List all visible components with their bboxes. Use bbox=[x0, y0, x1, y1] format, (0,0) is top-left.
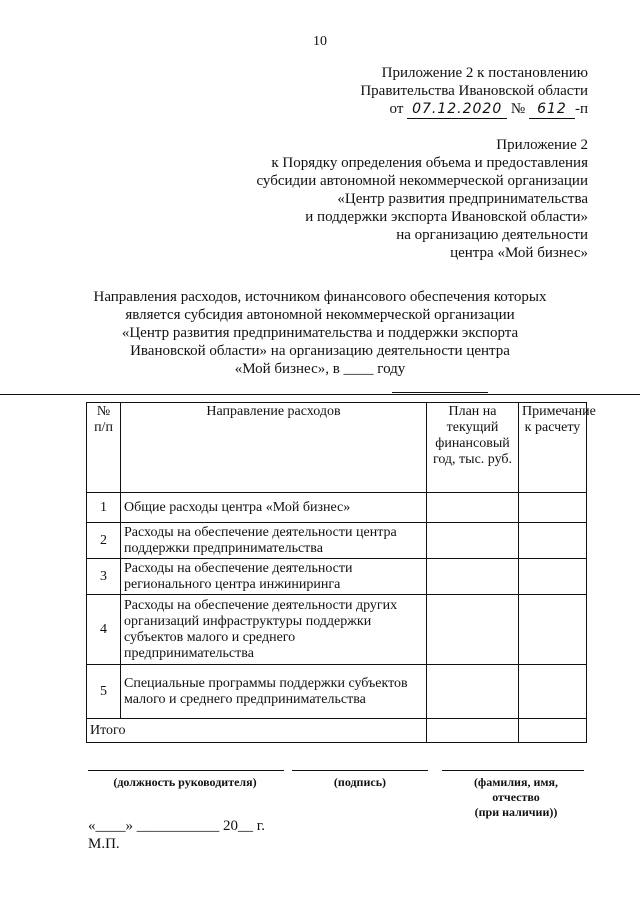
header-direction: Направление расходов bbox=[121, 403, 427, 493]
document-title-line: Ивановской области» на организацию деятельности центра bbox=[130, 343, 510, 359]
signature-label: (подпись) bbox=[333, 775, 387, 789]
document-title-line: «Мой бизнес», в ____ году bbox=[234, 361, 406, 377]
year-prefix: 20__ bbox=[223, 818, 253, 834]
number-suffix: -п bbox=[574, 101, 588, 117]
table-row bbox=[87, 595, 587, 665]
document-title-line: является субсидия автономной некоммерческой организации bbox=[125, 307, 515, 323]
header-plan: План на текущий финансовый год, тыс. руб. bbox=[427, 403, 519, 493]
divider-full bbox=[0, 394, 640, 395]
document-title-line: «Центр развития предпринимательства и поддержки экспорта bbox=[121, 325, 519, 341]
header-note: Примечание к расчету bbox=[519, 403, 587, 493]
row-num: 4 bbox=[87, 595, 121, 665]
position-label: (должность руководителя) bbox=[113, 775, 257, 789]
row-note bbox=[519, 595, 587, 665]
row-direction: Расходы на обеспечение деятельности других организаций инфраструктуры поддержки субъектов малого и среднего предпринимательства bbox=[121, 595, 427, 665]
row-direction: Расходы на обеспечение деятельности центра поддержки предпринимательства bbox=[121, 523, 427, 559]
total-note bbox=[519, 719, 587, 743]
appendix-sub-line: и поддержки экспорта Ивановской области» bbox=[305, 209, 588, 225]
appendix-sub-line: к Порядку определения объема и предоставления bbox=[271, 155, 588, 171]
total-label: Итого bbox=[87, 719, 427, 743]
row-direction: Общие расходы центра «Мой бизнес» bbox=[121, 493, 427, 523]
expenses-table bbox=[86, 402, 596, 743]
row-plan bbox=[427, 493, 519, 523]
row-plan bbox=[427, 595, 519, 665]
page-number: 10 bbox=[313, 34, 327, 49]
appendix-header-line1: Приложение 2 к постановлению bbox=[381, 65, 588, 81]
row-plan bbox=[427, 665, 519, 719]
header-num: № п/п bbox=[87, 403, 121, 493]
document-title bbox=[60, 288, 580, 378]
position-line bbox=[88, 770, 284, 771]
row-direction: Специальные программы поддержки субъектов малого и среднего предпринимательства bbox=[121, 665, 427, 719]
row-direction: Расходы на обеспечение деятельности регионального центра инжиниринга bbox=[121, 559, 427, 595]
appendix-date-line bbox=[360, 100, 588, 119]
name-line bbox=[442, 770, 584, 771]
handwritten-date: 07.12.2020 bbox=[407, 100, 507, 119]
blank-month: ___________ bbox=[136, 818, 220, 834]
stamp-label: М.П. bbox=[88, 836, 120, 852]
divider-short bbox=[392, 392, 488, 393]
total-plan bbox=[427, 719, 519, 743]
year-suffix: г. bbox=[256, 818, 265, 834]
row-num: 5 bbox=[87, 665, 121, 719]
table-row bbox=[87, 665, 587, 719]
open-quote: « bbox=[88, 818, 96, 834]
table-row bbox=[87, 523, 587, 559]
row-num: 1 bbox=[87, 493, 121, 523]
signature-line bbox=[292, 770, 428, 771]
row-plan bbox=[427, 523, 519, 559]
name-label-line: отчество bbox=[492, 790, 540, 804]
table-row bbox=[87, 559, 587, 595]
row-num: 3 bbox=[87, 559, 121, 595]
name-label bbox=[446, 775, 586, 820]
from-label: от bbox=[389, 101, 404, 117]
table-row bbox=[87, 493, 587, 523]
row-note bbox=[519, 559, 587, 595]
row-note bbox=[519, 665, 587, 719]
name-label-line: (при наличии)) bbox=[474, 805, 558, 819]
appendix-sub-line: субсидии автономной некоммерческой организации bbox=[256, 173, 588, 189]
handwritten-number: 612 bbox=[529, 100, 575, 119]
appendix-header-line2: Правительства Ивановской области bbox=[360, 83, 588, 99]
table-total-row bbox=[87, 719, 587, 743]
row-note bbox=[519, 493, 587, 523]
blank-day: ____ bbox=[95, 818, 126, 834]
appendix-sub-title: Приложение 2 bbox=[496, 137, 588, 153]
appendix-sub bbox=[256, 136, 588, 262]
appendix-header bbox=[360, 64, 588, 119]
appendix-sub-line: центра «Мой бизнес» bbox=[450, 245, 588, 261]
date-line bbox=[88, 818, 265, 835]
table-header-row bbox=[87, 403, 587, 493]
row-note bbox=[519, 523, 587, 559]
appendix-sub-line: на организацию деятельности bbox=[396, 227, 588, 243]
number-label: № bbox=[510, 101, 526, 117]
close-quote: » bbox=[125, 818, 133, 834]
appendix-sub-line: «Центр развития предпринимательства bbox=[337, 191, 588, 207]
name-label-line: (фамилия, имя, bbox=[473, 775, 559, 789]
document-title-line: Направления расходов, источником финансового обеспечения которых bbox=[93, 289, 547, 305]
row-num: 2 bbox=[87, 523, 121, 559]
row-plan bbox=[427, 559, 519, 595]
